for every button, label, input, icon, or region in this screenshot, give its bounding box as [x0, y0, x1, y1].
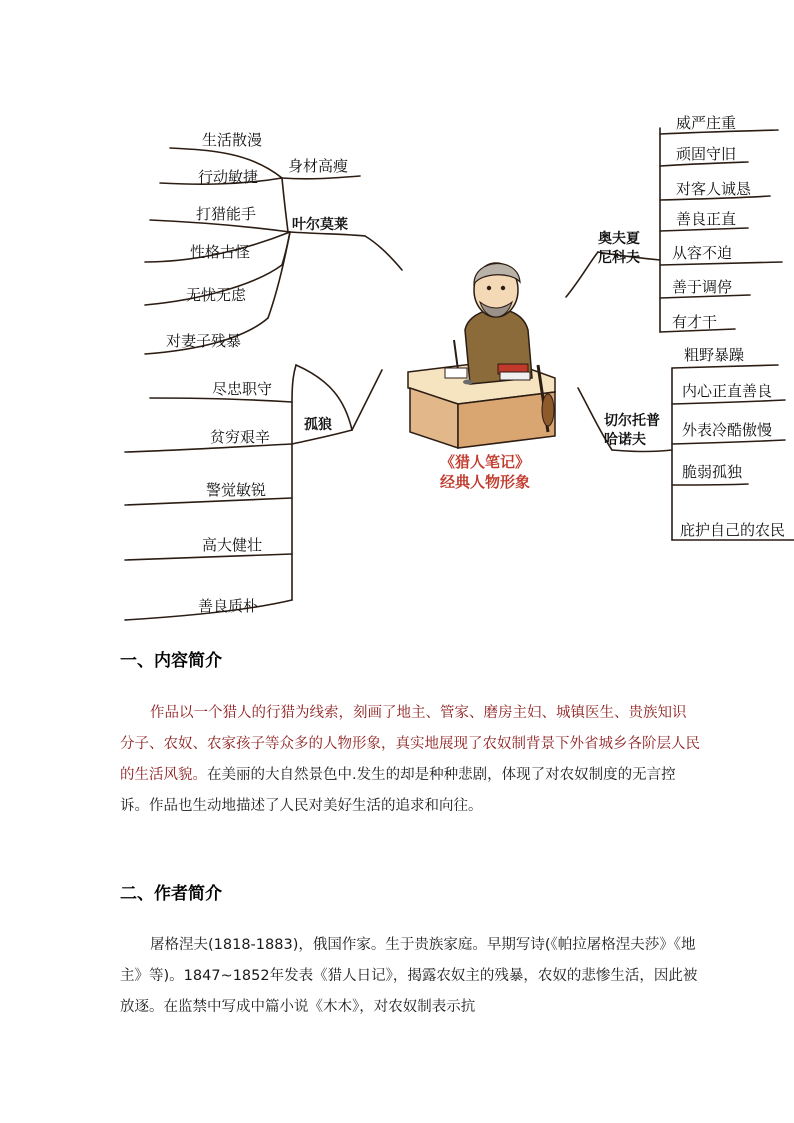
trait-label: 顽固守旧 — [676, 145, 737, 163]
trait-label: 内心正直善良 — [682, 382, 773, 400]
section-title-content: 一、内容简介 — [120, 651, 222, 671]
trait-label: 粗野暴躁 — [684, 346, 745, 364]
trait-label: 威严庄重 — [676, 114, 737, 132]
trait-label: 外表冷酷傲慢 — [682, 421, 773, 439]
content-paragraph-rest: 在美丽的大自然景色中.发生的却是种种悲剧，体现了对农奴制度的无言控诉。作品也生动地描述了人民对美好生活的追求和向往。 — [120, 767, 676, 814]
trait-label: 生活散漫 — [202, 131, 263, 149]
trait-label: 善良正直 — [676, 210, 737, 228]
trait-label: 打猎能手 — [196, 205, 257, 223]
trait-label: 贫穷艰辛 — [210, 428, 271, 446]
character-name-qieer-line2: 哈诺夫 — [604, 432, 646, 448]
character-name-qieer: 切尔托普 — [604, 413, 660, 429]
trait-label: 高大健壮 — [202, 536, 263, 554]
trait-label: 警觉敏锐 — [206, 481, 267, 499]
book-title: 《猎人笔记》 — [439, 453, 530, 471]
trait-label: 身材高瘦 — [288, 157, 349, 175]
mind-map-center-title — [410, 452, 560, 492]
character-name-aofu-line2: 尼科夫 — [598, 250, 640, 266]
section-title-author: 二、作者简介 — [120, 884, 222, 904]
trait-label: 有才干 — [672, 313, 718, 331]
trait-label: 从容不迫 — [672, 244, 733, 262]
trait-label: 行动敏捷 — [198, 168, 259, 186]
content-paragraph — [120, 698, 700, 822]
character-name-gulang: 孤狼 — [304, 417, 332, 433]
author-paragraph-text: 屠格涅夫(1818-1883)，俄国作家。生于贵族家庭。早期写诗(《帕拉屠格涅夫莎》《地主》等)。1847~1852年发表《猎人日记》，揭露农奴主的残暴，农奴的悲惨生活，因此被放逐。在监禁中写成中篇小说《木木》，对农奴制表示抗 — [120, 937, 698, 1015]
trait-label: 性格古怪 — [190, 243, 251, 261]
trait-label: 对妻子残暴 — [166, 332, 242, 350]
trait-label: 对客人诚恳 — [676, 180, 752, 198]
content-paragraph-highlight: 作品以一个猎人的行猎为线索，刻画了地主、管家、磨房主妇、城镇医生、贵族知识分子、农奴、农家孩子等众多的人物形象，真实地展现了农奴制背景下外省城乡各阶层人民的生活风貌。 — [120, 705, 700, 783]
book-subtitle: 经典人物形象 — [439, 473, 530, 491]
trait-label: 庇护自己的农民 — [680, 521, 786, 539]
trait-label: 善于调停 — [672, 278, 733, 296]
character-name-yeer: 叶尔莫莱 — [292, 217, 348, 233]
trait-label: 尽忠职守 — [212, 380, 273, 398]
trait-label: 脆弱孤独 — [682, 463, 743, 481]
hunter-illustration — [408, 263, 555, 448]
character-name-aofu: 奥夫夏 — [598, 231, 640, 247]
trait-label: 善良质朴 — [198, 597, 259, 615]
author-paragraph — [120, 930, 700, 1023]
trait-label: 无忧无虑 — [186, 286, 247, 304]
